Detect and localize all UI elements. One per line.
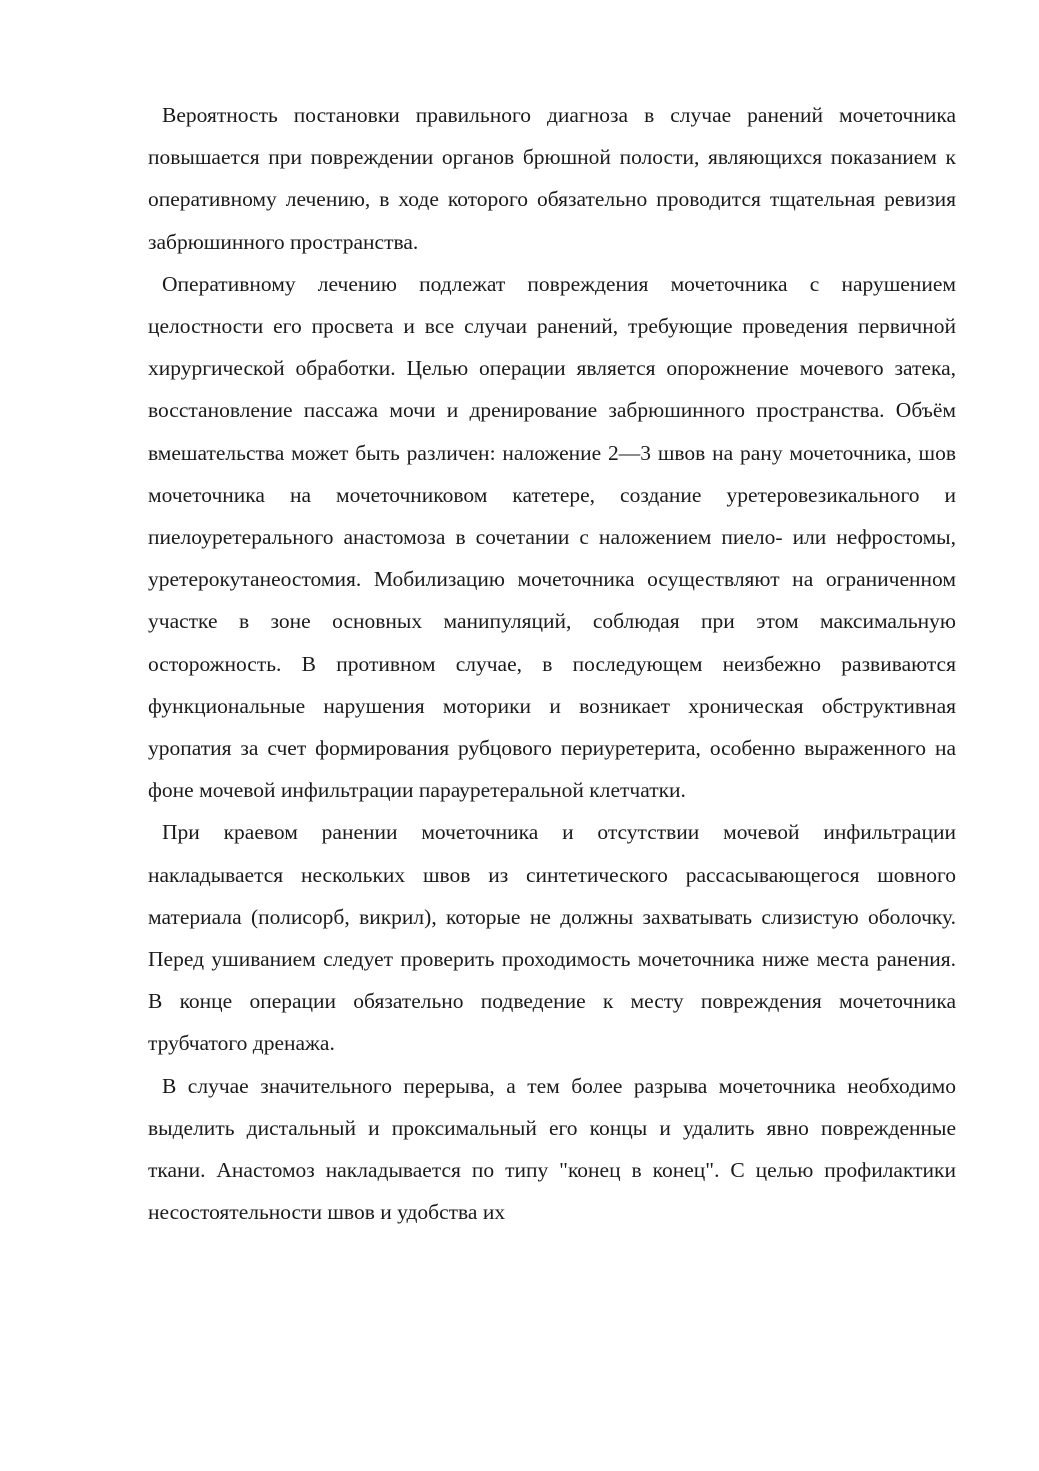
paragraph-surgical-treatment: Оперативному лечению подлежат повреждения мочеточника с нарушением целостности его просвета и все случаи ранений, требующие проведения первичной хирургической обработки. Целью операции является опорожнение мочевого затека, восстановление пассажа мочи и дренирование забрюшинного пространства. Объём вмешательства может быть различен: наложение 2—3 швов на рану мочеточника, шов мочеточника на мочеточниковом катетере, создание уретеровезикального и пиелоуретерального анастомоза в сочетании с наложением пиело- или нефростомы, уретерокутанеостомия. Мобилизацию мочеточника осуществляют на ограниченном участке в зоне основных манипуляций, соблюдая при этом максимальную осторожность. В противном случае, в последующем неизбежно развиваются функциональные нарушения моторики и возникает хроническая обструктивная уропатия за счет формирования рубцового периуретерита, особенно выраженного на фоне мочевой инфильтрации парауретеральной клетчатки. bbox=[148, 271, 956, 803]
paragraph-rupture-anastomosis: В случае значительного перерыва, а тем более разрыва мочеточника необходимо выделить дистальный и проксимальный его концы и удалить явно поврежденные ткани. Анастомоз накладывается по типу "конец в конец". С целью профилактики несостоятельности швов и удобства их bbox=[148, 1073, 956, 1225]
paragraph-marginal-wound: При краевом ранении мочеточника и отсутствии мочевой инфильтрации накладывается нескольких швов из синтетического рассасывающегося шовного материала (полисорб, викрил), которые не должны захватывать слизистую оболочку. Перед ушиванием следует проверить проходимость мочеточника ниже места ранения. В конце операции обязательно подведение к месту повреждения мочеточника трубчатого дренажа. bbox=[148, 820, 956, 1056]
paragraph-diagnosis: Вероятность постановки правильного диагноза в случае ранений мочеточника повышается при повреждении органов брюшной полости, являющихся показанием к оперативному лечению, в ходе которого обязательно проводится тщательная ревизия забрюшинного пространства. bbox=[148, 103, 956, 254]
document-page bbox=[148, 94, 956, 1233]
